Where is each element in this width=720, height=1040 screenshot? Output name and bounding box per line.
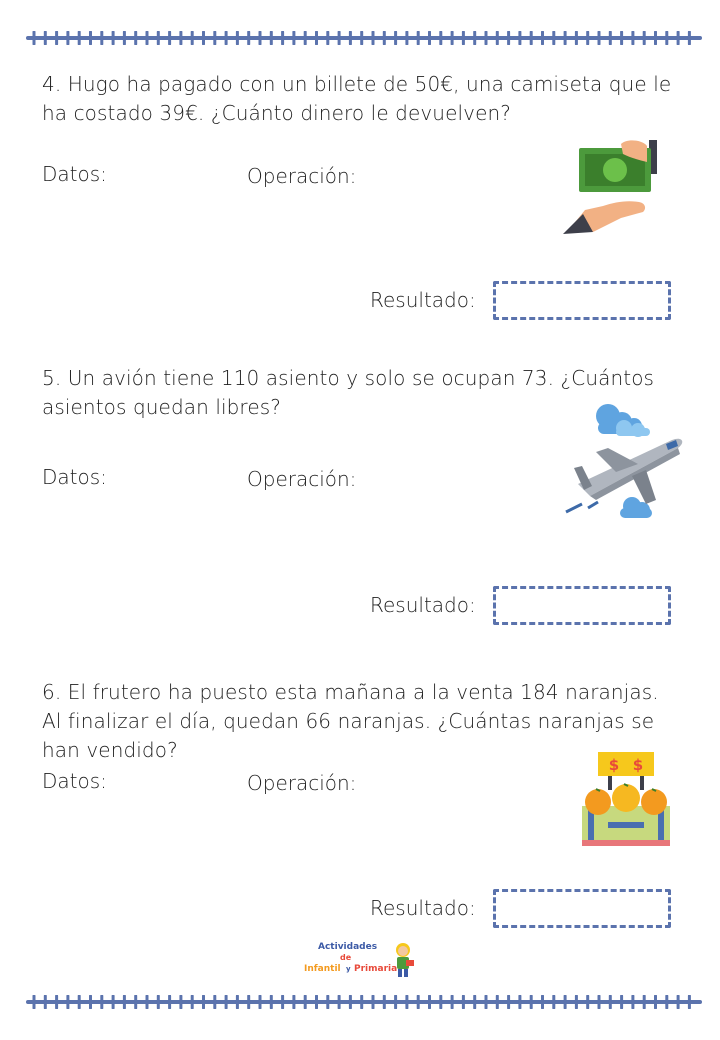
- problem-6-answer-box[interactable]: [493, 889, 671, 928]
- problem-4-answer-box[interactable]: [493, 281, 671, 320]
- problem-5-operacion-label: Operación:: [247, 467, 357, 491]
- bottom-border: [26, 995, 702, 1009]
- problem-6-resultado-label: Resultado:: [370, 896, 476, 920]
- problem-4-datos-label: Datos:: [42, 162, 107, 186]
- problem-5-resultado-label: Resultado:: [370, 593, 476, 617]
- site-logo: [300, 940, 420, 982]
- mascot-icon: [390, 942, 416, 978]
- problem-6-operacion-label: Operación:: [247, 771, 357, 795]
- svg-text:$: $: [608, 756, 620, 774]
- problem-6-datos-label: Datos:: [42, 769, 107, 793]
- logo-line1: Actividades: [318, 942, 378, 952]
- svg-text:$: $: [632, 756, 644, 774]
- logo-line3b: y: [346, 965, 351, 973]
- problem-4-operacion-label: Operación:: [247, 164, 357, 188]
- airplane-icon: [562, 400, 686, 522]
- money-hand-icon: [563, 136, 667, 234]
- problem-6-text: 6. El frutero ha puesto esta mañana a la venta 184 naranjas. Al finalizar el día, quedan 66 naranjas. ¿Cuántas naranjas se han vendido?: [42, 680, 659, 762]
- logo-line3a: Infantil: [304, 964, 341, 974]
- problem-4-text: 4. Hugo ha pagado con un billete de 50€, una camiseta que le ha costado 39€. ¿Cuánto dinero le devuelven?: [42, 72, 672, 125]
- fruit-stand-icon: [578, 752, 674, 848]
- logo-line3c: Primaria: [354, 964, 398, 974]
- problem-4-resultado-label: Resultado:: [370, 288, 476, 312]
- problem-5-text: 5. Un avión tiene 110 asiento y solo se ocupan 73. ¿Cuántos asientos quedan libres?: [42, 366, 655, 419]
- problem-5-answer-box[interactable]: [493, 586, 671, 625]
- top-border: [26, 31, 702, 45]
- problem-5-datos-label: Datos:: [42, 465, 107, 489]
- logo-line2: de: [340, 953, 352, 962]
